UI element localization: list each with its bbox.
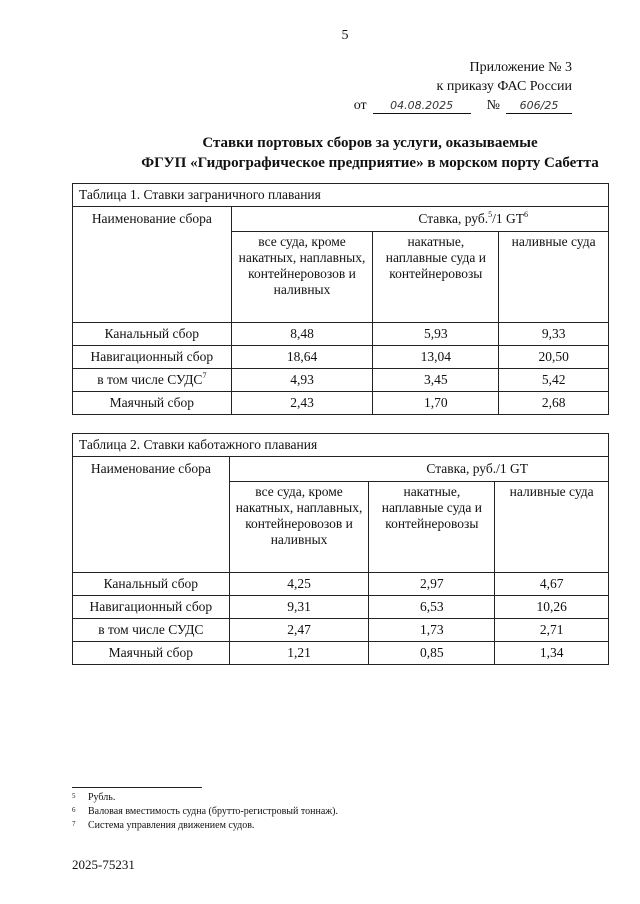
column-header-tankers: наливные суда xyxy=(495,482,609,573)
rate-value: 5,93 xyxy=(373,323,499,346)
footnote-divider xyxy=(72,787,202,788)
rate-value: 1,34 xyxy=(495,642,609,665)
document-title xyxy=(60,133,640,173)
table-caption: Таблица 2. Ставки каботажного плавания xyxy=(73,434,609,457)
footnote-ref: 7 xyxy=(202,370,207,380)
footnote-ref: 5 xyxy=(488,209,493,219)
footnote-text: Рубль. xyxy=(88,792,116,803)
row-name: Маячный сбор xyxy=(73,392,232,415)
footnote-mark: 7 xyxy=(72,820,76,828)
column-header-all-ships: все суда, кроме накатных, наплавных, контейнеровозов и наливных xyxy=(229,482,369,573)
rate-value: 20,50 xyxy=(499,346,609,369)
row-name: в том числе СУДС xyxy=(97,372,203,387)
table-foreign-navigation xyxy=(72,183,609,415)
rate-value: 9,31 xyxy=(229,596,369,619)
footnote xyxy=(72,805,338,819)
column-header-name: Наименование сбора xyxy=(73,207,232,323)
number-label: № xyxy=(486,98,500,113)
rate-value: 9,33 xyxy=(499,323,609,346)
rate-value: 5,42 xyxy=(499,369,609,392)
rate-value: 6,53 xyxy=(369,596,495,619)
footnote-text: Система управления движением судов. xyxy=(88,820,255,831)
rate-value: 13,04 xyxy=(373,346,499,369)
order-date-number xyxy=(354,96,572,115)
appendix-header xyxy=(354,58,572,115)
table-row xyxy=(73,642,609,665)
footnote-mark: 5 xyxy=(72,792,76,800)
page-number: 5 xyxy=(341,28,349,43)
table-row xyxy=(73,392,609,415)
table-row xyxy=(73,619,609,642)
rate-value: 4,67 xyxy=(495,573,609,596)
row-name: Канальный сбор xyxy=(73,573,230,596)
rate-value: 2,71 xyxy=(495,619,609,642)
column-header-rate: Ставка, руб./1 GT xyxy=(229,457,608,482)
row-name-cell xyxy=(73,369,232,392)
rate-value: 2,47 xyxy=(229,619,369,642)
rate-value: 18,64 xyxy=(231,346,373,369)
rate-value: 1,70 xyxy=(373,392,499,415)
rate-value: 2,68 xyxy=(499,392,609,415)
column-header-rate xyxy=(231,207,608,232)
column-header-roro: накатные, наплавные суда и контейнеровозы xyxy=(369,482,495,573)
rate-value: 4,25 xyxy=(229,573,369,596)
from-label: от xyxy=(353,98,367,113)
table-row xyxy=(73,573,609,596)
footnote-mark: 6 xyxy=(72,806,76,814)
rate-value: 10,26 xyxy=(495,596,609,619)
rate-header-text: Ставка, руб. xyxy=(418,211,489,226)
footnote-ref: 6 xyxy=(524,209,528,219)
footnote xyxy=(72,819,338,833)
table-row xyxy=(73,369,609,392)
rate-value: 1,73 xyxy=(369,619,495,642)
footnote xyxy=(72,791,338,805)
title-line-2: ФГУП «Гидрографическое предприятие» в морском порту Сабетта xyxy=(141,155,599,171)
rate-value: 2,97 xyxy=(369,573,495,596)
rate-value: 3,45 xyxy=(373,369,499,392)
column-header-all-ships: все суда, кроме накатных, наплавных, контейнеровозов и наливных xyxy=(231,232,373,323)
column-header-tankers: наливные суда xyxy=(499,232,609,323)
rate-value: 8,48 xyxy=(231,323,373,346)
rate-value: 2,43 xyxy=(231,392,373,415)
document-id: 2025-75231 xyxy=(72,857,135,872)
handwritten-number: 606/25 xyxy=(506,99,572,114)
row-name: Навигационный сбор xyxy=(73,596,230,619)
footnotes xyxy=(72,791,338,833)
title-line-1: Ставки портовых сборов за услуги, оказываемые xyxy=(202,135,538,151)
row-name: Маячный сбор xyxy=(73,642,230,665)
appendix-title: Приложение № 3 xyxy=(469,60,572,75)
table-row xyxy=(73,323,609,346)
table-caption: Таблица 1. Ставки заграничного плавания xyxy=(73,184,609,207)
handwritten-date: 04.08.2025 xyxy=(373,99,471,114)
table-row xyxy=(73,346,609,369)
appendix-order-ref: к приказу ФАС России xyxy=(436,79,572,94)
rate-value: 1,21 xyxy=(229,642,369,665)
table-row xyxy=(73,596,609,619)
column-header-name: Наименование сбора xyxy=(73,457,230,573)
table-cabotage-navigation xyxy=(72,433,609,665)
row-name: в том числе СУДС xyxy=(73,619,230,642)
row-name: Навигационный сбор xyxy=(73,346,232,369)
rate-header-unit: /1 GT xyxy=(492,211,524,226)
footnote-text: Валовая вместимость судна (брутто-регистровый тоннаж). xyxy=(88,806,338,817)
rate-value: 0,85 xyxy=(369,642,495,665)
column-header-roro: накатные, наплавные суда и контейнеровозы xyxy=(373,232,499,323)
row-name: Канальный сбор xyxy=(73,323,232,346)
rate-value: 4,93 xyxy=(231,369,373,392)
